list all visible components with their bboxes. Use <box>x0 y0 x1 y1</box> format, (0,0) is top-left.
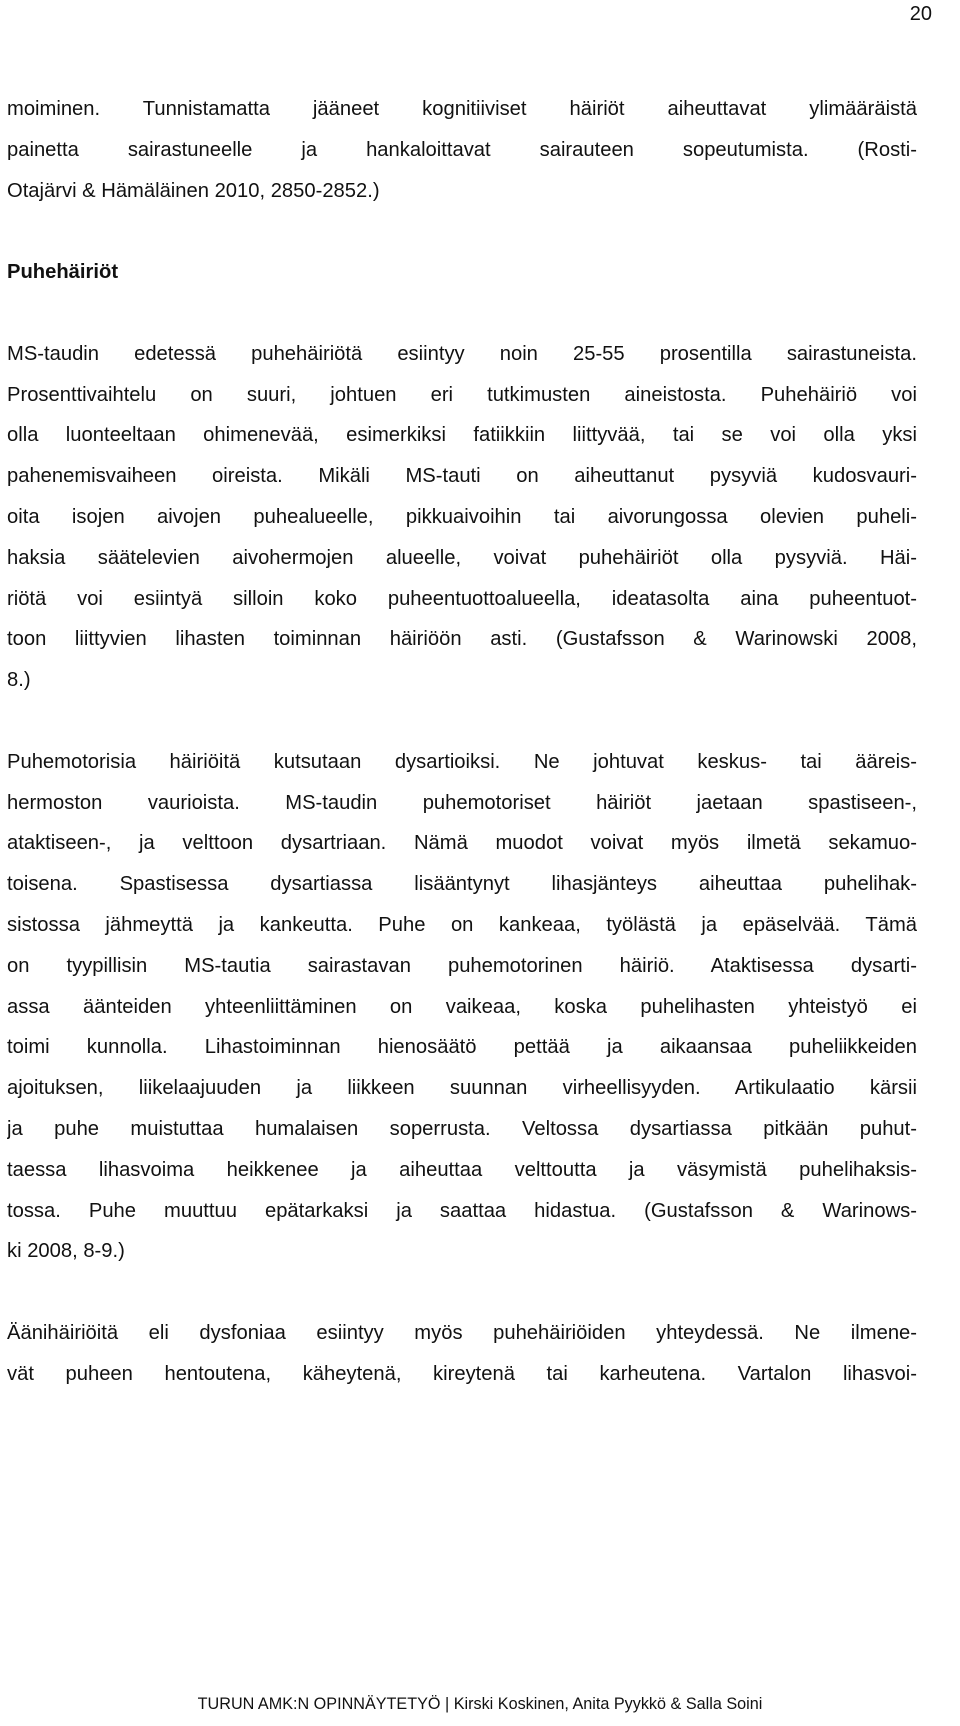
text-line: on tyypillisin MS-tautia sairastavan puhemotorinen häiriö. Ataktisessa dysarti- <box>7 954 917 977</box>
text-line: assa äänteiden yhteenliittäminen on vaikeaa, koska puhelihasten yhteistyö ei <box>7 995 917 1018</box>
document-body <box>7 89 917 1395</box>
text-line: Äänihäiriöitä eli dysfoniaa esiintyy myös puhehäiriöiden yhteydessä. Ne ilmene- <box>7 1321 917 1344</box>
text-line: ja puhe muistuttaa humalaisen soperrusta. Veltossa dysartiassa pitkään puhut- <box>7 1117 917 1140</box>
text-line: toon liittyvien lihasten toiminnan häiriöön asti. (Gustafsson & Warinowski 2008, <box>7 628 917 651</box>
text-line: hermoston vaurioista. MS-taudin puhemotoriset häiriöt jaetaan spastiseen-, <box>7 791 917 814</box>
text-line: oita isojen aivojen puhealueelle, pikkuaivoihin tai aivorungossa olevien puheli- <box>7 505 917 528</box>
text-line: MS-taudin edetessä puhehäiriötä esiintyy noin 25-55 prosentilla sairastuneista. <box>7 342 917 365</box>
text-line: toisena. Spastisessa dysartiassa lisääntynyt lihasjänteys aiheuttaa puhelihak- <box>7 873 917 896</box>
paragraph-1 <box>7 89 917 211</box>
text-line: Otajärvi & Hämäläinen 2010, 2850-2852.) <box>7 179 380 202</box>
page-footer: TURUN AMK:N OPINNÄYTETYÖ | Kirski Koskinen, Anita Pyykkö & Salla Soini <box>197 1695 763 1713</box>
text-line: Prosenttivaihtelu on suuri, johtuen eri tutkimusten aineistosta. Puhehäiriö voi <box>7 383 917 406</box>
text-line: pahenemisvaiheen oireista. Mikäli MS-tauti on aiheuttanut pysyviä kudosvauri- <box>7 465 917 488</box>
text-line: riötä voi esiintyä silloin koko puheentuottoalueella, ideatasolta aina puheentuot- <box>7 587 917 610</box>
text-line: Puhemotorisia häiriöitä kutsutaan dysartioiksi. Ne johtuvat keskus- tai ääreis- <box>7 750 917 773</box>
section-heading: Puhehäiriöt <box>7 261 119 284</box>
text-line: moiminen. Tunnistamatta jääneet kognitiiviset häiriöt aiheuttavat ylimääräistä <box>7 98 917 120</box>
text-line: toimi kunnolla. Lihastoiminnan hienosäätö pettää ja aikaansaa puheliikkeiden <box>7 1036 917 1059</box>
text-line: tossa. Puhe muuttuu epätarkaksi ja saattaa hidastua. (Gustafsson & Warinows- <box>7 1199 917 1222</box>
text-line: vät puheen hentoutena, käheytenä, kireytenä tai karheutena. Vartalon lihasvoi- <box>7 1362 917 1385</box>
paragraph-2 <box>7 334 917 701</box>
page-number: 20 <box>909 3 932 25</box>
text-line: ataktiseen-, ja velttoon dysartriaan. Nämä muodot voivat myös ilmetä sekamuo- <box>7 832 917 855</box>
text-line: ki 2008, 8-9.) <box>7 1240 125 1263</box>
paragraph-3 <box>7 742 917 1272</box>
text-line: olla luonteeltaan ohimenevää, esimerkiksi fatiikkiin liittyvää, tai se voi olla yksi <box>7 424 917 447</box>
text-line: ajoituksen, liikelaajuuden ja liikkeen suunnan virheellisyyden. Artikulaatio kärsii <box>7 1077 917 1100</box>
text-line: painetta sairastuneelle ja hankaloittavat sairauteen sopeutumista. (Rosti- <box>7 138 917 161</box>
text-line: 8.) <box>7 669 31 692</box>
text-line: taessa lihasvoima heikkenee ja aiheuttaa velttoutta ja väsymistä puhelihaksis- <box>7 1158 917 1181</box>
text-line: haksia säätelevien aivohermojen alueelle, voivat puhehäiriöt olla pysyviä. Häi- <box>7 546 917 569</box>
paragraph-4 <box>7 1313 917 1395</box>
text-line: sistossa jähmeyttä ja kankeutta. Puhe on kankeaa, työlästä ja epäselvää. Tämä <box>7 913 917 936</box>
